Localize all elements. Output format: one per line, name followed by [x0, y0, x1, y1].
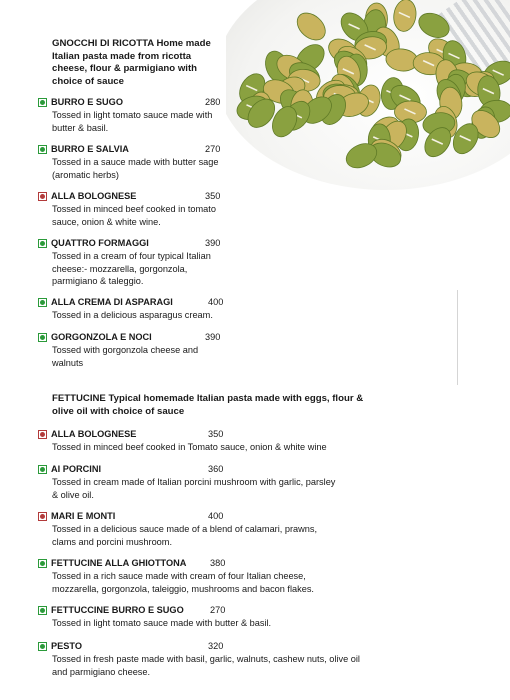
veg-icon: [38, 298, 47, 307]
item-name: ALLA BOLOGNESE: [51, 191, 137, 202]
menu-item: [38, 96, 368, 134]
item-name: AI PORCINI: [51, 464, 102, 475]
item-price: 350: [208, 429, 224, 439]
item-description: Tossed in a delicious asparagus cream.: [52, 310, 213, 320]
item-price: 350: [205, 191, 221, 201]
item-name: FETTUCCINE BURRO E SUGO: [51, 605, 184, 616]
gnocchi-piece: [415, 8, 453, 42]
veg-icon: [38, 642, 47, 651]
item-name: GORGONZOLA E NOCI: [51, 332, 152, 343]
item-name: MARI E MONTI: [51, 511, 116, 522]
item-price: 380: [210, 558, 226, 568]
item-name: PESTO: [51, 641, 82, 652]
non-veg-icon: [38, 512, 47, 521]
non-veg-icon: [38, 192, 47, 201]
veg-icon: [38, 239, 47, 248]
item-description: Tossed in minced beef cooked in tomato sauce, onion & white wine.: [52, 204, 216, 227]
item-description: Tossed in a rich sauce made with cream of four Italian cheese, mozzarella, gorgonzola, taleiggio, mushrooms and bacon flakes.: [52, 571, 314, 594]
menu-item: [38, 331, 368, 369]
item-description: Tossed in light tomato sauce made with butter & basil.: [52, 618, 272, 628]
non-veg-icon: [38, 430, 47, 439]
item-price: 390: [205, 332, 221, 342]
veg-icon: [38, 333, 47, 342]
item-name: BURRO E SUGO: [51, 97, 123, 108]
menu-item: [38, 143, 368, 181]
menu-item: [38, 428, 368, 454]
item-price: 320: [208, 641, 224, 651]
gnocchi-heading: GNOCCHI DI RICOTTA Home made Italian pasta made from ricotta cheese, flour & parmigiano with choice of sauce: [52, 38, 211, 87]
veg-icon: [38, 559, 47, 568]
item-description: Tossed with gorgonzola cheese and walnuts: [52, 345, 199, 368]
item-description: Tossed in a sauce made with butter sage (aromatic herbs): [52, 157, 219, 180]
item-price: 400: [208, 297, 224, 307]
veg-icon: [38, 606, 47, 615]
item-description: Tossed in cream made of Italian porcini mushroom with garlic, parsley & olive oil.: [52, 477, 336, 500]
item-description: Tossed in a delicious sauce made of a blend of calamari, prawns, clams and porcini mushroom.: [52, 524, 318, 547]
menu-item: [38, 604, 368, 630]
item-description: Tossed in a cream of four typical Italian cheese:- mozzarella, gorgonzola, parmigiano & taleggio.: [52, 251, 211, 286]
item-price: 280: [205, 97, 221, 107]
menu-item: [38, 296, 368, 322]
item-name: QUATTRO FORMAGGI: [51, 238, 149, 249]
item-price: 390: [205, 238, 221, 248]
menu-item: [38, 463, 368, 501]
item-price: 270: [205, 144, 221, 154]
veg-icon: [38, 465, 47, 474]
menu-item: [38, 557, 368, 595]
divider-line: [457, 290, 458, 385]
menu-item: [38, 640, 368, 678]
item-name: BURRO E SALVIA: [51, 144, 129, 155]
item-price: 400: [208, 511, 224, 521]
item-description: Tossed in light tomato sauce made with butter & basil.: [52, 110, 213, 133]
item-description: Tossed in fresh paste made with basil, garlic, walnuts, cashew nuts, olive oil and parmigiano cheese.: [52, 654, 360, 677]
item-name: ALLA BOLOGNESE: [51, 429, 137, 440]
item-price: 270: [210, 605, 226, 615]
item-name: ALLA CREMA DI ASPARAGI: [51, 297, 173, 308]
veg-icon: [38, 98, 47, 107]
item-name: FETTUCINE ALLA GHIOTTONA: [51, 558, 187, 569]
menu-item: [38, 190, 368, 228]
item-description: Tossed in minced beef cooked in Tomato sauce, onion & white wine: [52, 442, 327, 452]
item-price: 360: [208, 464, 224, 474]
gnocchi-piece: [392, 0, 418, 33]
menu-item: [38, 237, 368, 288]
gnocchi-piece: [292, 8, 331, 46]
menu-item: [38, 510, 368, 548]
fettucine-heading: FETTUCINE Typical homemade Italian pasta made with eggs, flour & olive oil with choice of sauce: [52, 393, 364, 417]
veg-icon: [38, 145, 47, 154]
